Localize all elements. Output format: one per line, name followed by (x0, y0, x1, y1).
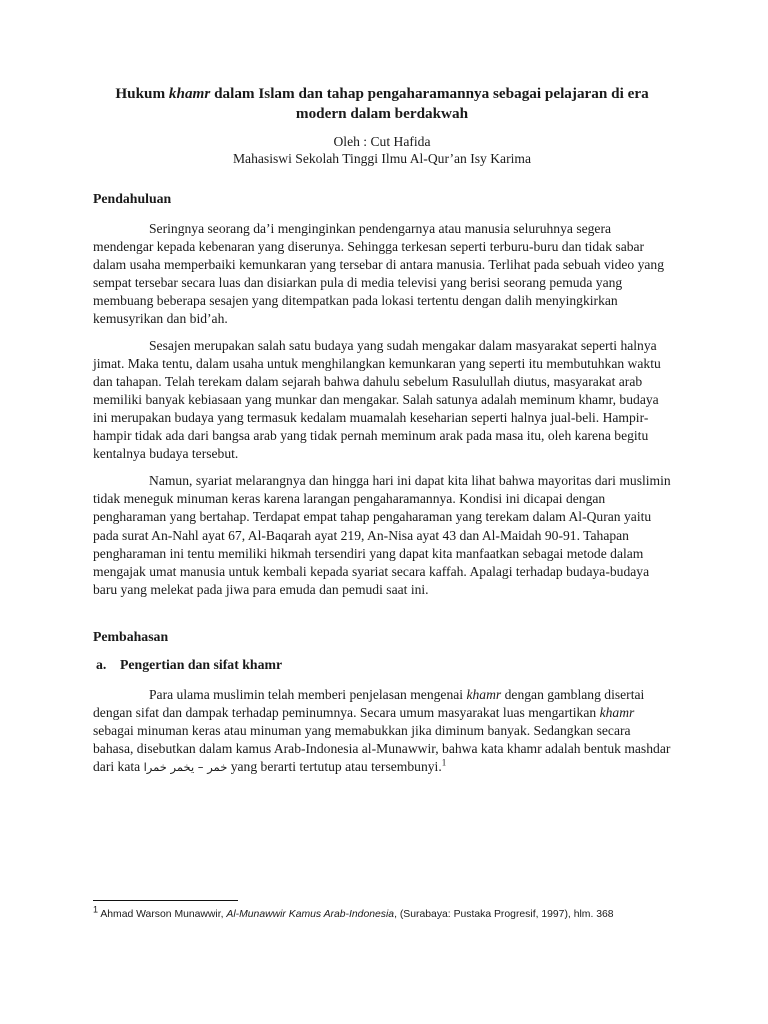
intro-paragraph-1: Seringnya seorang da’i menginginkan pendengarnya atau manusia seluruhnya segera mendengar kepada kebenaran yang diserunya. Sehingga terkesan seperti terburu-buru dan tidak sabar dalam usaha memperbaiki kemunkaran yang tersebar di antara manusia. Terlihat pada sebuah video yang sempat tersebar secara luas dan disiarkan pula di media televisi yang berisi seorang pemuda yang membuang beberapa sesajen yang ditempatkan pada lokasi tertentu dengan dalih menyingkirkan kemusyrikan dan bid’ah. (93, 221, 665, 327)
title-text-start: Hukum (115, 85, 169, 102)
subsection-heading-a (96, 656, 671, 674)
discussion-text-4: yang berarti tertutup atau tersembunyi. (227, 759, 442, 775)
footnote-1 (93, 904, 673, 923)
document-page (93, 84, 671, 776)
footnote-book-title: Al-Munawwir Kamus Arab-Indonesia (226, 909, 395, 920)
footnote-author: Ahmad Warson Munawwir, (98, 909, 227, 920)
author-block (93, 133, 671, 167)
discussion-paragraph-1 (93, 686, 671, 776)
author-name: Oleh : Cut Hafida (333, 134, 431, 149)
footnote-number: 1 (93, 904, 99, 915)
discussion-khamr-italic-2: khamr (599, 704, 635, 720)
subsection-title: Pengertian dan sifat khamr (120, 656, 283, 672)
footnote-publication: , (Surabaya: Pustaka Progresif, 1997), hlm. 368 (394, 909, 614, 920)
footnote-separator (93, 900, 238, 901)
discussion-text-3: sebagai minuman keras atau minuman yang memabukkan jika diminum banyak. Sedangkan secara bahasa, disebutkan dalam kamus Arab-Indonesia al-Munawwir, bahwa kata khamr adalah bentuk mashdar dari kata (93, 723, 671, 775)
subsection-number: a. (96, 656, 107, 672)
title-khamr-italic: khamr (168, 85, 211, 102)
footnote-reference-1[interactable]: 1 (441, 757, 447, 768)
intro-paragraph-2: Sesajen merupakan salah satu budaya yang sudah mengakar dalam masyarakat seperti halnya jimat. Maka tentu, dalam usaha untuk menghilangkan kemunkaran yang seperti itu membutuhkan waktu dan tahapan. Telah terekam dalam sejarah bahwa dahulu sebelum Rasulullah diutus, masyarakat arab memiliki banyak kebiasaan yang munkar dan mengakar. Salah satunya adalah meminum khamr, budaya ini merupakan budaya yang termasuk kedalam muamalah keseharian seperti halnya jual-beli. Hampir-hampir tidak ada dari bangsa arab yang tidak pernah meminum arak pada masa itu, oleh karena begitu kentalnya budaya tersebut. (93, 337, 661, 462)
section-heading-pendahuluan: Pendahuluan (93, 191, 172, 206)
intro-paragraph-3: Namun, syariat melarangnya dan hingga hari ini dapat kita lihat bahwa mayoritas dari muslimin tidak meneguk minuman keras karena larangan pengaharamannya. Kondisi ini dicapai dengan pengharaman yang bertahap. Terdapat empat tahap pengaharaman yang terekam dalam Al-Quran yaitu pada surat An-Nahl ayat 67, Al-Baqarah ayat 219, An-Nisa ayat 43 dan Al-Maidah 90-91. Tahapan pengharaman ini tentu memiliki hikmah tersendiri yang dapat kita manfaatkan sebagai metode dalam mengajak umat manusia untuk kembali kepada syariat secara kaffah. Apalagi terhadap budaya-budaya baru yang melekat pada jiwa para emuda dan pemudi saat ini. (93, 473, 671, 597)
discussion-text-2: dengan gamblang disertai dengan sifat dan dampak terhadap peminumnya. Secara umum masyarakat luas mengartikan (93, 686, 645, 720)
document-title (93, 84, 671, 124)
author-affiliation: Mahasiswi Sekolah Tinggi Ilmu Al-Qur’an Isy Karima (232, 151, 532, 166)
arabic-word: خمر – يخمر خمرا (143, 760, 228, 775)
section-heading-pembahasan: Pembahasan (93, 628, 169, 644)
title-text-end: dalam Islam dan tahap pengaharamannya sebagai pelajaran di era modern dalam berdakwah (210, 85, 649, 122)
discussion-khamr-italic-1: khamr (466, 686, 502, 702)
discussion-text-1: Para ulama muslimin telah memberi penjelasan mengenai (149, 686, 467, 702)
